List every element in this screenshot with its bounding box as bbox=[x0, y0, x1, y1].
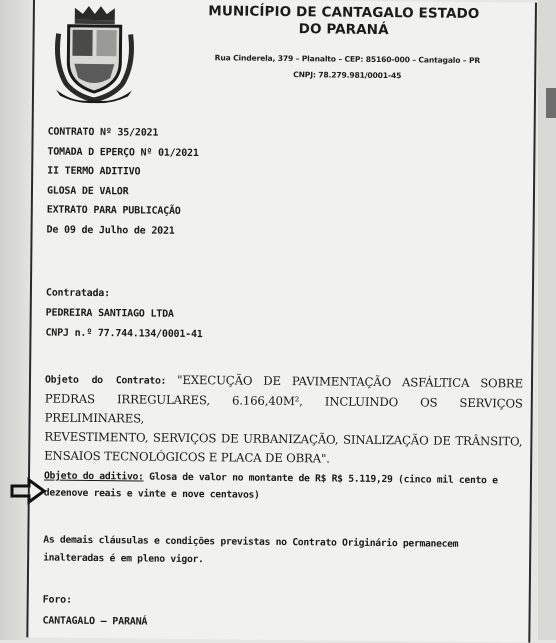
aditivo-label: Objeto do aditivo: bbox=[43, 470, 144, 483]
glosa-de-valor: GLOSA DE VALOR bbox=[46, 185, 129, 197]
aditivo-text: Glosa de valor no montante de R$ R$ 5.119,29 (cinco mil cento e dezenove reais e vinte e nove centavos) bbox=[43, 471, 498, 501]
contract-date: De 09 de Julho de 2021 bbox=[46, 224, 175, 237]
contract-object-line-3: REVESTIMENTO, SERVIÇOS DE URBANIZAÇÃO, SINALIZAÇÃO DE TRÂNSITO, bbox=[44, 429, 523, 449]
extrato-publicacao: EXTRATO PARA PUBLICAÇÃO bbox=[46, 204, 181, 217]
scan-shadow-left bbox=[0, 0, 30, 640]
tomada-de-preco: TOMADA D EPERÇO Nº 01/2021 bbox=[47, 146, 199, 159]
municipality-address: Rua Cinderela, 379 – Planalto – CEP: 85160-000 – Cantagalo – PR bbox=[214, 53, 481, 66]
arrow-right-icon bbox=[9, 477, 47, 505]
contract-object-label: Objeto do Contrato: bbox=[44, 374, 167, 387]
contratada-block bbox=[45, 284, 203, 346]
termo-aditivo: II TERMO ADITIVO bbox=[47, 165, 141, 178]
contratada-cnpj: CNPJ n.º 77.744.134/0001-41 bbox=[45, 327, 203, 341]
municipality-title bbox=[185, 3, 503, 40]
contract-object bbox=[44, 370, 523, 471]
page-edge-mark bbox=[546, 88, 556, 118]
title-line-1: MUNICÍPIO DE CANTAGALO ESTADO bbox=[208, 3, 480, 23]
foro-label: Foro: bbox=[42, 594, 72, 606]
document-page bbox=[26, 0, 537, 643]
contratada-label: Contratada: bbox=[45, 287, 111, 300]
contract-object-line-2: PEDRAS IRREGULARES, 6.166,40M², INCLUINDO OS SERVIÇOS PRELIMINARES, bbox=[44, 391, 523, 426]
contratada-name: PEDREIRA SANTIAGO LTDA bbox=[45, 307, 174, 320]
contract-reference-block bbox=[46, 123, 199, 242]
foro-block bbox=[42, 589, 147, 632]
title-line-2: DO PARANÁ bbox=[298, 21, 389, 39]
contract-object-line-1: "EXECUÇÃO DE PAVIMENTAÇÃO ASFÁLTICA SOBRE bbox=[177, 372, 524, 391]
contract-number: CONTRATO Nº 35/2021 bbox=[47, 126, 159, 139]
foro-location: CANTAGALO – PARANÁ bbox=[42, 615, 148, 628]
aditivo-object bbox=[44, 468, 522, 507]
contract-object-line-4: ENSAIOS TECNOLÓGICOS E PLACA DE OBRA". bbox=[44, 448, 330, 466]
remaining-clauses: As demais cláusulas e condições previstas no Contrato Originário permanecem inalteradas é em pleno vigor. bbox=[43, 534, 459, 566]
municipality-cnpj: CNPJ: 78.279.981/0001-45 bbox=[293, 70, 402, 81]
municipal-coat-of-arms-icon bbox=[52, 4, 137, 105]
